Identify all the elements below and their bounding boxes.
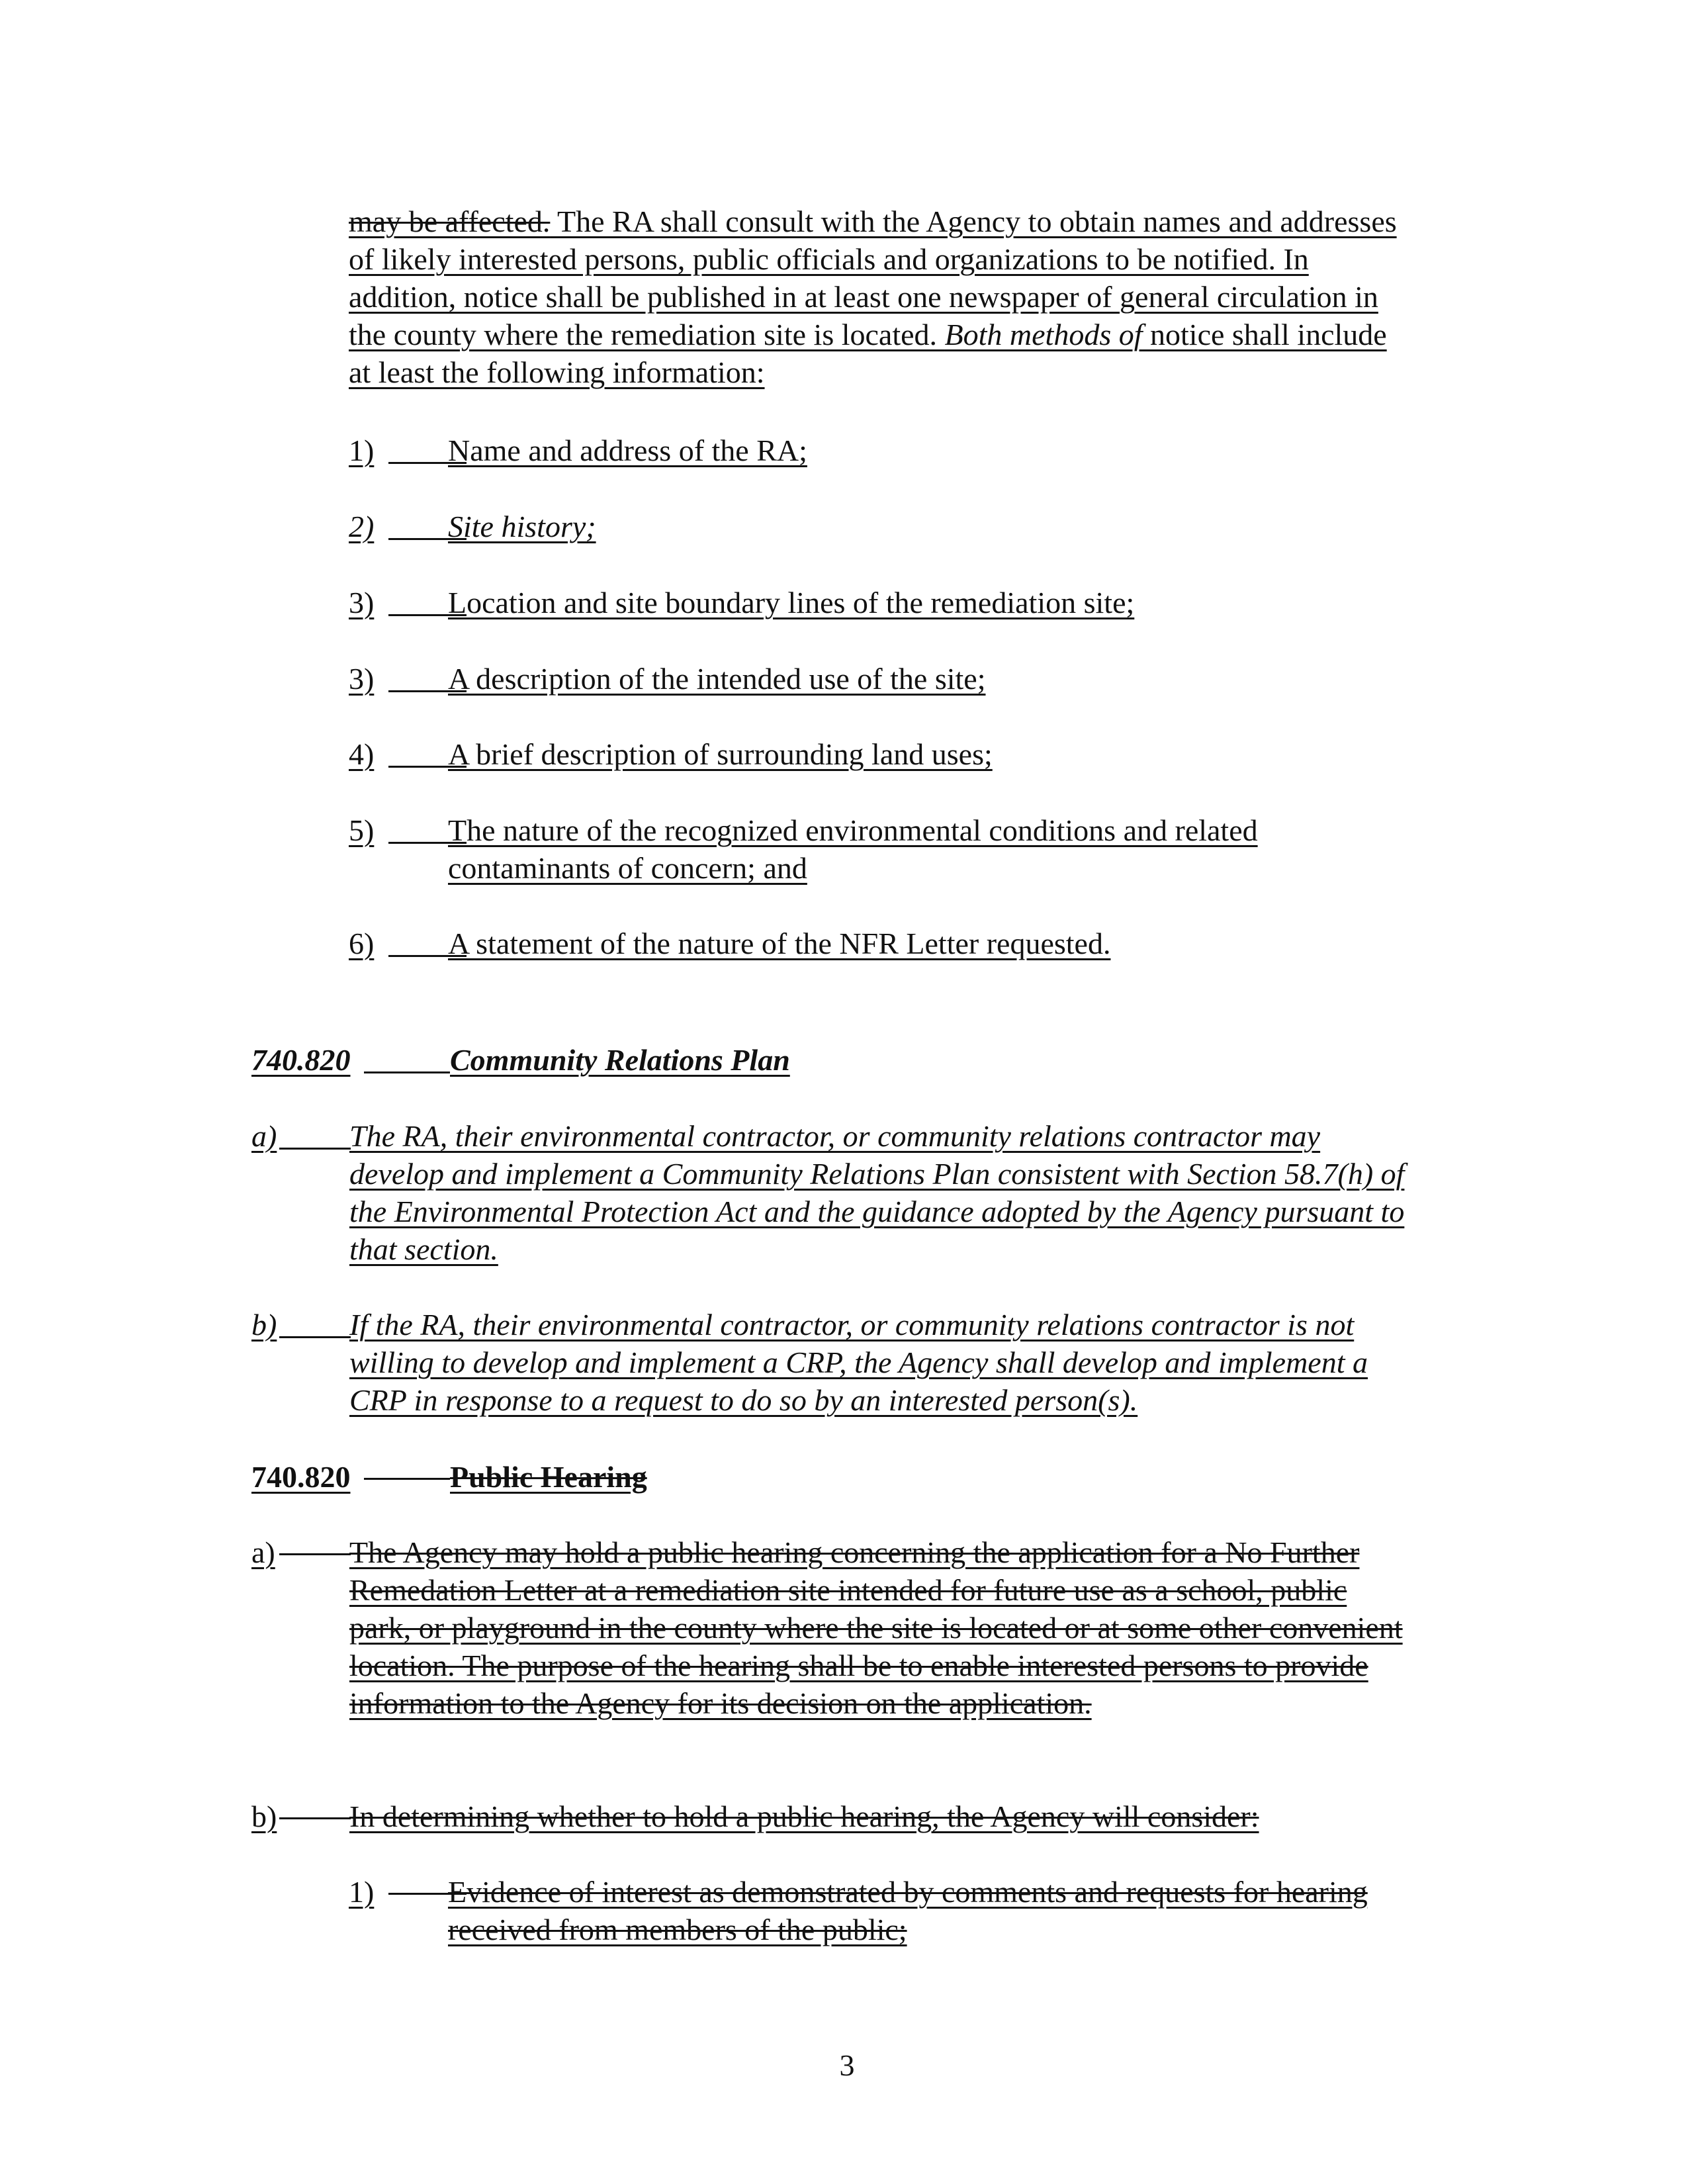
intro-sentence-2: notice shall include at least the following information: — [349, 318, 1387, 389]
hearing-item-a — [251, 1533, 1429, 1772]
intro-italic: Both methods of — [944, 318, 1143, 351]
notice-item-7 — [349, 925, 1407, 964]
section-title: Public Hearing — [450, 1460, 647, 1494]
hearing-item-b — [251, 1797, 1429, 1837]
item-label: a) — [251, 1119, 277, 1153]
notice-item-5 — [349, 735, 1407, 775]
crp-item-a — [251, 1117, 1429, 1276]
section-title: Community Relations Plan — [450, 1043, 790, 1077]
notice-item-text: Name and address of the RA; — [448, 433, 807, 467]
notice-item-text: A description of the intended use of the site; — [448, 662, 986, 696]
section-heading-crp — [251, 1041, 1178, 1081]
notice-item-number: 4) — [349, 737, 375, 771]
notice-item-2 — [349, 508, 1407, 547]
notice-item-number: 3) — [349, 586, 375, 619]
struck-text: may be affected. — [349, 205, 551, 238]
subitem-text: Evidence of interest as demonstrated by comments and requests for hearing received from members of the public; — [448, 1875, 1368, 1946]
notice-item-1 — [349, 432, 1407, 471]
notice-item-text: Location and site boundary lines of the remediation site; — [448, 586, 1135, 619]
page-number: 3 — [839, 2048, 855, 2082]
item-text: If the RA, their environmental contractor, or community relations contractor is not willing to develop and implement a CRP, the Agency shall develop and implement a CRP in response to a request to do so by an interested person(s). — [349, 1308, 1368, 1417]
notice-item-number: 2) — [349, 510, 375, 543]
notice-item-number: 3) — [349, 662, 375, 696]
crp-item-b — [251, 1306, 1429, 1425]
notice-item-number: 5) — [349, 813, 375, 847]
notice-item-3 — [349, 584, 1407, 623]
notice-item-text: A brief description of surrounding land uses; — [448, 737, 993, 771]
notice-item-number: 1) — [349, 433, 375, 467]
item-label: b) — [251, 1799, 277, 1833]
item-text: The Agency may hold a public hearing concerning the application for a No Further Remedation Letter at a remediation site intended for future use as a school, public park, or playground in the county where the site is located or at some other convenient location. The purpose of the hearing shall be to enable interested persons to provide information to the Agency for its decision on the application. — [349, 1535, 1403, 1720]
subitem-number: 1) — [349, 1875, 375, 1909]
section-heading-hearing — [251, 1458, 1178, 1498]
hearing-subitem-1 — [349, 1873, 1407, 1952]
item-label: a) — [251, 1535, 275, 1569]
intro-sentence-1: The RA shall consult with the Agency to obtain names and addresses of likely interested persons, public officials and organizations to be notified. In addition, notice shall be published in at least one newspaper of general circulation in the county where the remediation site is located. — [349, 205, 1397, 351]
notice-item-4 — [349, 660, 1407, 700]
notice-item-6 — [349, 811, 1407, 891]
section-number: 740.820 — [251, 1043, 351, 1077]
item-text: The RA, their environmental contractor, or community relations contractor may develop and implement a Community Relations Plan consistent with Section 58.7(h) of the Environmental Protection Act and the guidance adopted by the Agency pursuant to that section. — [349, 1119, 1405, 1266]
notice-item-text: A statement of the nature of the NFR Letter requested. — [448, 927, 1111, 960]
notice-item-number: 6) — [349, 927, 375, 960]
notice-item-text: The nature of the recognized environmental conditions and related contaminants of concern; and — [448, 813, 1258, 885]
item-text: In determining whether to hold a public hearing, the Agency will consider: — [349, 1799, 1259, 1833]
item-label: b) — [251, 1308, 277, 1342]
notice-item-text: Site history; — [448, 510, 596, 543]
intro-paragraph — [349, 203, 1407, 391]
section-number: 740.820 — [251, 1460, 351, 1494]
